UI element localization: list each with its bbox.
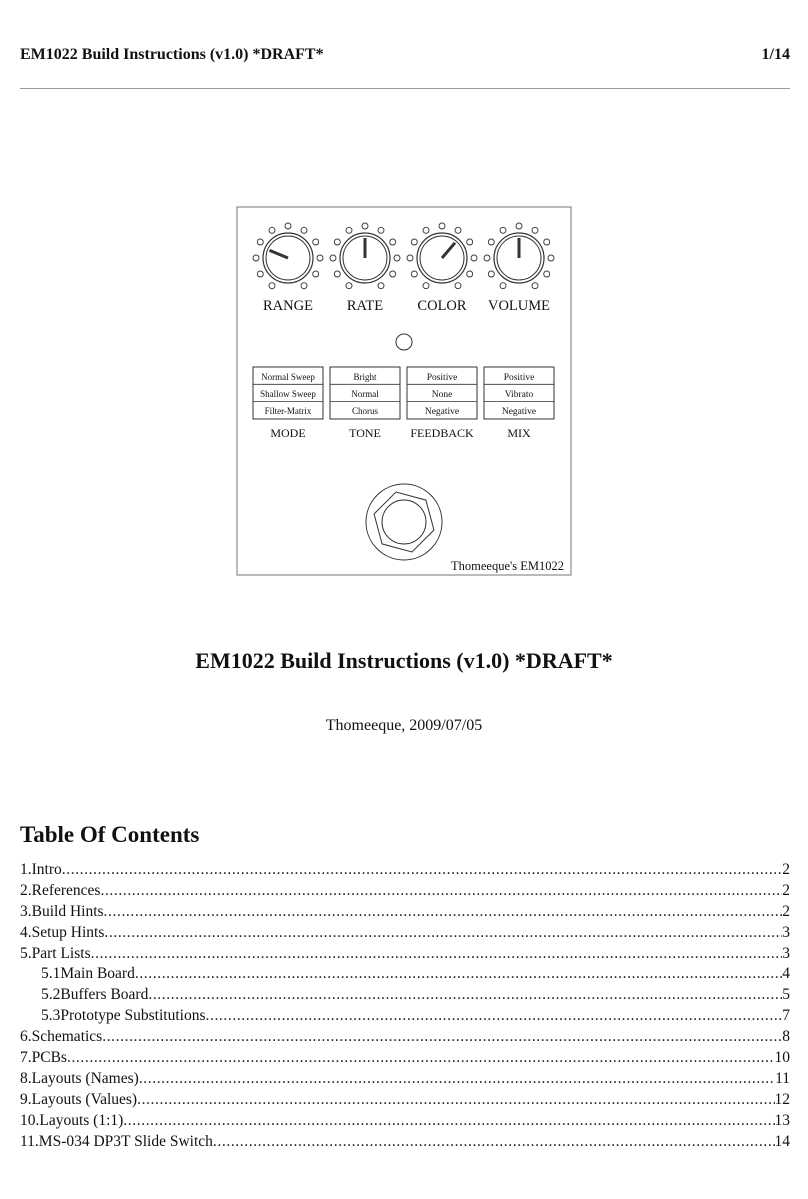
toc-entry-page[interactable]: 5 — [782, 986, 790, 1004]
switch-mix-option-2: Vibrato — [504, 390, 534, 400]
toc-entry[interactable] — [20, 1111, 790, 1132]
knob-scale-dot — [544, 271, 550, 277]
knob-scale-dot — [532, 227, 538, 233]
knob-scale-dot — [488, 239, 494, 245]
toc-entry[interactable] — [20, 1048, 790, 1069]
knob-scale-dot — [346, 227, 352, 233]
running-header-title: EM1022 Build Instructions (v1.0) *DRAFT* — [20, 46, 324, 63]
status-led — [396, 334, 412, 350]
knob-scale-dot — [390, 271, 396, 277]
switch-feedback — [407, 367, 477, 440]
toc-entry-page[interactable]: 13 — [774, 1111, 790, 1129]
knob-scale-dot — [455, 283, 461, 289]
toc-leader-dots — [148, 985, 782, 1006]
toc-entry-label[interactable]: 2.References — [20, 881, 101, 899]
switch-label-tone: TONE — [349, 426, 381, 440]
toc-entry-label[interactable]: 8.Layouts (Names) — [20, 1069, 139, 1087]
toc-entry-page[interactable]: 8 — [782, 1028, 790, 1046]
knob-scale-dot — [471, 255, 477, 261]
toc-entry-page[interactable]: 3 — [782, 923, 790, 941]
toc-leader-dots — [91, 944, 783, 965]
toc-entry-label[interactable]: 10.Layouts (1:1) — [20, 1111, 124, 1129]
knob-scale-dot — [301, 227, 307, 233]
header-divider — [20, 88, 790, 89]
toc-leader-dots — [100, 881, 782, 902]
toc-leader-dots — [135, 964, 782, 985]
switch-tone-option-1: Bright — [353, 372, 377, 382]
toc-entry-label[interactable]: 3.Build Hints — [20, 902, 104, 920]
toc-entry-page[interactable]: 2 — [782, 902, 790, 920]
toc-entry-page[interactable]: 7 — [782, 1007, 790, 1025]
toc-entry[interactable] — [20, 860, 790, 881]
toc-entry-page[interactable]: 2 — [782, 861, 790, 878]
knob-label-volume: VOLUME — [487, 298, 551, 314]
toc-entry[interactable] — [20, 985, 790, 1006]
knob-scale-dot — [407, 255, 413, 261]
table-of-contents — [20, 860, 790, 1152]
switch-label-feedback: FEEDBACK — [410, 426, 474, 440]
knob-scale-dot — [411, 271, 417, 277]
toc-leader-dots — [206, 1006, 783, 1027]
knob-color — [407, 223, 477, 314]
toc-entry-label[interactable]: 5.1Main Board — [41, 965, 135, 983]
running-header — [20, 46, 790, 70]
toc-entry-label[interactable]: 7.PCBs — [20, 1049, 67, 1067]
switch-mix-option-3: Negative — [501, 407, 537, 417]
toc-entry[interactable] — [20, 1090, 790, 1111]
switch-label-mix: MIX — [507, 426, 531, 440]
toc-heading: Table Of Contents — [20, 822, 200, 847]
toc-entry[interactable] — [20, 923, 790, 944]
toc-entry-page[interactable]: 4 — [782, 965, 790, 983]
switch-mode — [253, 367, 323, 440]
knob-scale-dot — [253, 255, 259, 261]
knob-scale-dot — [455, 227, 461, 233]
document-title: EM1022 Build Instructions (v1.0) *DRAFT* — [195, 648, 613, 673]
knob-scale-dot — [500, 283, 506, 289]
switch-mix-option-1: Positive — [503, 373, 535, 383]
knob-scale-dot — [411, 239, 417, 245]
knob-scale-dot — [488, 271, 494, 277]
page-number: 1/14 — [761, 46, 790, 63]
knob-label-color: COLOR — [417, 298, 467, 314]
switch-mode-option-1: Normal Sweep — [261, 372, 315, 382]
knob-scale-dot — [394, 255, 400, 261]
knob-scale-dot — [390, 239, 396, 245]
maker-label: Thomeeque's EM1022 — [451, 559, 564, 573]
knob-scale-dot — [317, 255, 323, 261]
knob-scale-dot — [500, 227, 506, 233]
toc-leader-dots — [102, 1027, 782, 1048]
toc-entry[interactable] — [20, 881, 790, 902]
knob-scale-dot — [257, 271, 263, 277]
knob-scale-dot — [301, 283, 307, 289]
knob-scale-dot — [423, 227, 429, 233]
switch-feedback-option-3: Negative — [424, 407, 460, 417]
knob-scale-dot — [467, 239, 473, 245]
toc-leader-dots — [139, 1069, 775, 1090]
toc-entry[interactable] — [20, 944, 790, 965]
toc-entry-label[interactable]: 4.Setup Hints — [20, 923, 105, 941]
knob-scale-dot — [285, 223, 291, 229]
knob-label-rate: RATE — [346, 298, 384, 314]
knob-volume — [484, 223, 554, 314]
switch-mode-option-3: Filter-Matrix — [264, 406, 312, 416]
toc-leader-dots — [62, 860, 782, 881]
toc-entry-label[interactable]: 6.Schematics — [20, 1028, 103, 1046]
toc-entry[interactable] — [20, 1006, 790, 1027]
knob-scale-dot — [548, 255, 554, 261]
switch-feedback-option-1: Positive — [426, 373, 458, 383]
knob-range — [253, 223, 323, 314]
document-author-date: Thomeeque, 2009/07/05 — [325, 717, 483, 734]
toc-entry-page[interactable]: 14 — [774, 1132, 790, 1150]
switch-tone-option-2: Normal — [351, 389, 379, 399]
toc-entry-page[interactable]: 3 — [782, 944, 790, 962]
knob-scale-dot — [378, 283, 384, 289]
knob-scale-dot — [484, 255, 490, 261]
switch-tone-option-3: Chorus — [351, 406, 379, 416]
knob-scale-dot — [313, 271, 319, 277]
toc-entry[interactable] — [20, 1027, 790, 1048]
switch-mode-option-2: Shallow Sweep — [260, 389, 316, 399]
knob-color-pointer — [442, 243, 455, 258]
toc-leader-dots — [104, 923, 782, 944]
pedal-panel-illustration — [236, 206, 572, 576]
toc-leader-dots — [123, 1111, 774, 1132]
toc-leader-dots — [67, 1048, 775, 1069]
toc-entry[interactable] — [20, 902, 790, 923]
switch-tone — [330, 367, 400, 440]
toc-entry-label[interactable]: 1.Intro — [20, 861, 62, 878]
toc-entry-page[interactable]: 10 — [774, 1049, 790, 1067]
toc-entry[interactable] — [20, 1132, 790, 1153]
knob-scale-dot — [423, 283, 429, 289]
knob-scale-dot — [467, 271, 473, 277]
knob-label-range: RANGE — [263, 298, 313, 314]
toc-entry-label[interactable]: 5.3Prototype Substitutions — [41, 1007, 206, 1025]
knob-scale-dot — [439, 223, 445, 229]
toc-entry-page[interactable]: 12 — [774, 1090, 790, 1108]
pedal-panel-drawing — [236, 206, 572, 576]
knob-scale-dot — [334, 271, 340, 277]
toc-entry-label[interactable]: 11.MS-034 DP3T Slide Switch — [20, 1132, 213, 1150]
knob-scale-dot — [544, 239, 550, 245]
knob-scale-dot — [362, 223, 368, 229]
knob-scale-dot — [269, 227, 275, 233]
footswitch-icon — [366, 484, 442, 560]
knob-range-pointer — [270, 250, 288, 258]
toc-entry-label[interactable]: 9.Layouts (Values) — [20, 1090, 138, 1108]
knob-scale-dot — [330, 255, 336, 261]
toc-leader-dots — [213, 1132, 775, 1153]
footswitch-hex-nut — [374, 492, 434, 552]
toc-entry-label[interactable]: 5.2Buffers Board — [41, 986, 149, 1004]
toc-entry[interactable] — [20, 1069, 790, 1090]
knob-scale-dot — [532, 283, 538, 289]
toc-entry-label[interactable]: 5.Part Lists — [20, 944, 91, 962]
toc-leader-dots — [137, 1090, 774, 1111]
knob-scale-dot — [378, 227, 384, 233]
knob-scale-dot — [334, 239, 340, 245]
toc-entry[interactable] — [20, 964, 790, 985]
knob-scale-dot — [346, 283, 352, 289]
switch-label-mode: MODE — [270, 426, 306, 440]
knob-rate — [330, 223, 400, 314]
switch-feedback-option-2: None — [431, 390, 453, 400]
toc-entry-page[interactable]: 2 — [782, 881, 790, 899]
knob-scale-dot — [257, 239, 263, 245]
knob-scale-dot — [516, 223, 522, 229]
toc-leader-dots — [104, 902, 783, 923]
knob-scale-dot — [313, 239, 319, 245]
knob-scale-dot — [269, 283, 275, 289]
switch-mix — [484, 367, 554, 440]
toc-entry-page[interactable]: 11 — [775, 1069, 790, 1087]
